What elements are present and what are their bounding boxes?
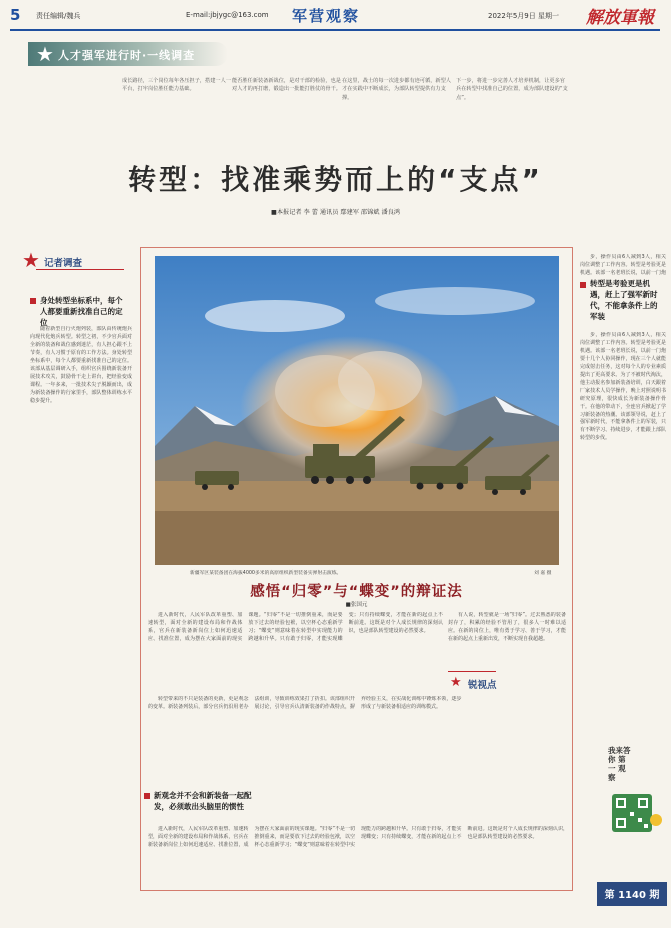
main-headline: 转型：找准乘势而上的“支点”	[128, 163, 543, 196]
sharp-comment-body	[448, 612, 566, 670]
editor-credit: 责任编辑/魏兵	[36, 12, 81, 20]
subhead-opportunity: 转型是考验更是机遇，赶上了强军新时代，不能拿条件上的军装	[590, 279, 658, 321]
tag-rule	[448, 671, 496, 672]
article-body-right-top	[580, 254, 666, 276]
column-banner-label: 人才强军进行时·一线调查	[58, 49, 196, 62]
photo-credit: 刘 嘉 摄	[534, 571, 552, 576]
artillery-photo-image	[155, 256, 559, 565]
issue-date: 2022年5月9日 星期一	[488, 12, 559, 20]
star-icon: ★	[22, 248, 40, 272]
reader-feedback-label: 我来答 你 第 一 观 察	[608, 746, 631, 782]
tag-rule	[36, 269, 124, 270]
subhead-mindset: 新观念并不会和新装备一起配发，必须敢出头脑里的惯性	[154, 791, 252, 811]
reporter-investigation-tag: 记者调查	[44, 258, 83, 269]
commentary-paragraph: 进入新时代，人民军队改革重塑、加速转型，面对全新的建设布局和作战体系，官兵在新装备新岗位上如何迅速适应、找准位置，成为摆在大家面前的现实课题。“归零”不是一切推倒重来，而是要放下过去的经验包袱，以空杯心态重新学习；“蝶变”则意味着在转型中实现能力的跨越和升华。只有敢于归零，才能实现蝶变；只有持续蝶变，才能在新的起点上不断前进。这既是对个人成长规律的深刻认识，也是部队转型建设的必然要求。	[148, 612, 443, 642]
subhead-marker	[580, 282, 586, 288]
sharp-comment-tag: 锐视点	[468, 680, 497, 691]
qr-code-icon	[608, 790, 664, 836]
article-body-center-lower	[148, 826, 568, 888]
star-icon: ★	[450, 675, 462, 690]
section-title: 军营观察	[292, 7, 361, 25]
commentary-byline: ■张国元	[345, 602, 368, 608]
subhead-position: 身处转型坐标系中，每个人都要重新找准自己的定位	[40, 296, 123, 327]
commentary-body	[148, 612, 443, 674]
star-icon: ★	[36, 42, 54, 66]
article-body-left	[30, 326, 132, 926]
article-paragraph: 步，操作员由6人减到3人，相关岗位调整了工作内容。转型是考验更是机遇。该部一名老班长说，以前一门炮	[580, 254, 666, 276]
article-paragraph: 进入新时代，人民军队改革重塑、加速转型，面对全新的建设布局和作战体系，官兵在新装备新岗位上如何迅速适应、找准位置，成为摆在大家面前的现实课题。“归零”不是一切推倒重来，而是要放下过去的经验包袱，以空杯心态重新学习；“蝶变”则意味着在转型中实现能力的跨越和升华。只有敢于归零，才能实现蝶变；只有持续蝶变，才能在新的起点上不断前进。这既是对个人成长规律的深刻认识，也是部队转型建设的必然要求。	[148, 826, 568, 848]
newspaper-logo: 解放軍報	[586, 8, 654, 28]
intro-column: 成长路径，三个岗位每年各压担子，搭建一人一平台，打牢岗位胜任能力基础。	[122, 78, 231, 93]
main-byline: ■本报记者 李 蕾 通讯员 鄢建军 邵锦斌 潘良鸿	[270, 209, 401, 216]
artillery-photo	[155, 256, 559, 565]
intro-column: 在这里，战士的每一次进步都有迹可循，新型人才在实践中不断成长，为部队转型提供有力支撑。	[342, 78, 451, 101]
commentary-title: 感悟“归零”与“蝶变”的辩证法	[250, 584, 463, 600]
reader-qr-badge[interactable]	[608, 790, 664, 836]
subhead-marker	[30, 298, 36, 304]
editor-email: E-mail:jbjygc@163.com	[186, 11, 269, 19]
issue-number: 第 1140 期	[604, 890, 660, 901]
sharp-comment-paragraph: 有人说，转型就是一场“归零”。过去熟悉的装备封存了，积累的经验不管用了，很多人一时难以适应。在新的岗位上，唯有勇于学习、善于学习，才能在新的起点上重新出发，不断实现自我超越。	[448, 612, 566, 642]
masthead-rule	[10, 29, 660, 31]
article-body-right	[580, 332, 666, 732]
intro-column: 能否胜任新装备新战位，是对干部的检验，也是对人才的再打磨，锻造出一批能打胜仗的骨干。	[232, 78, 341, 93]
intro-column: 下一步，将进一步完善人才培养机制，让更多官兵在转型中找准自己的位置，成为部队建设的“支点”。	[456, 78, 568, 101]
article-paragraph: 随着新型自行火炮列装，部队由传统炮兵向现代化炮兵转型。转型之初，不少官兵面对全新的装备和战位感到迷茫，有人担心跟不上节奏，有人习惯于原有的工作方法。身处转型坐标系中，每个人都要重新找准自己的定位。该部从基层调研入手，组织官兵围绕新装备开展技术攻关，鼓励骨干走上讲台，把经验变成课程。一年多来，一批技术尖子脱颖而出，成为新装备操作的行家里手，部队整体训练水平稳步提升。	[30, 326, 132, 404]
article-paragraph: 转型带来的不只是装备的更新，更是观念的变革。新装备列装后，部分官兵仍沿用老办法组训，导致训练效果打了折扣。该部组织开展讨论，引导官兵认清新装备的作战特点，摒弃经验主义，在实战化训练中锤炼本领，逐步形成了与新装备相适应的训练模式。	[148, 696, 462, 710]
article-paragraph: 步，操作员由6人减到3人，相关岗位调整了工作内容。转型是考验更是机遇。该部一名老班长说，以前一门炮要十几个人协同操作，现在三个人就能完成射击任务，这对每个人的专业素质提出了更高要求。为了不被时代淘汰，他主动报名参加新装备培训，白天跟着厂家技术人员学操作，晚上对照说明书研究原理，很快成长为新装备操作骨干。在他的带动下，全连官兵掀起了学习新装备的热潮。该部领导说，赶上了强军新时代，不能拿条件上的军装，只有不断学习、持续进步，才能跟上部队转型的步伐。	[580, 332, 666, 442]
subhead-marker	[144, 793, 150, 799]
article-body-center	[148, 696, 568, 788]
page-number: 5	[10, 6, 21, 24]
masthead	[0, 0, 671, 30]
photo-caption: 新疆军区某装备团在海拔4000多米的高原组织新型装备实弹射击演练。	[190, 571, 342, 576]
